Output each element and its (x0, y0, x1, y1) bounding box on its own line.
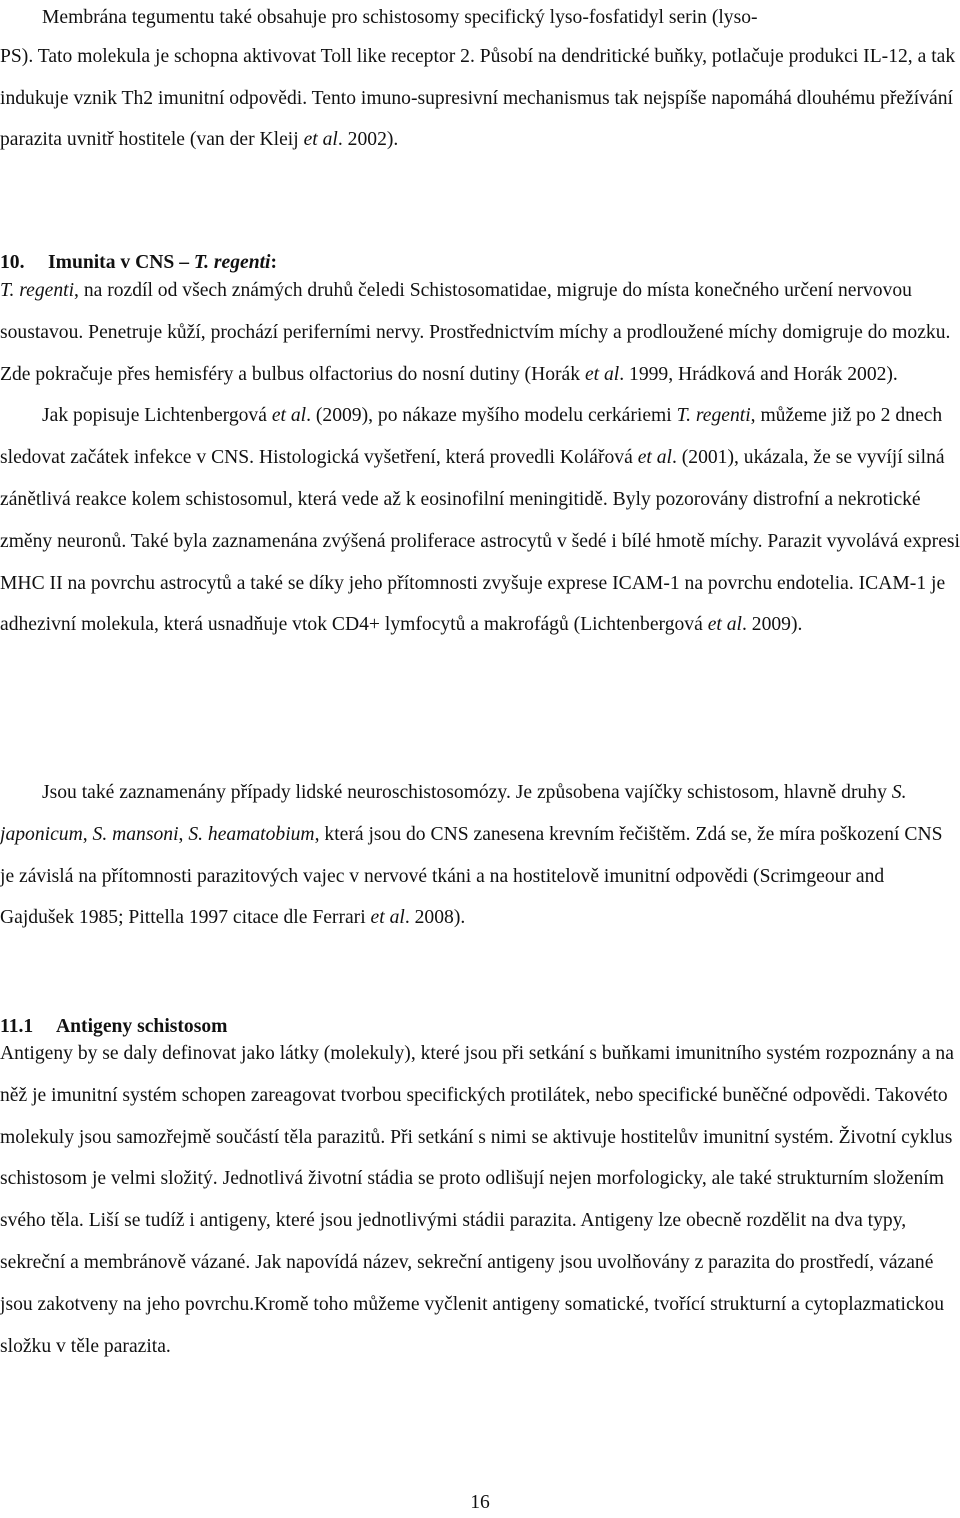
section-number: 11.1 (0, 1016, 34, 1037)
paragraph-rest: PS). Tato molekula je schopna aktivovat Toll like receptor 2. Působí na dendritické buňky, potlačuje produkci IL-12, a tak indukuje vznik Th2 imunitní odpovědi. Tento imuno-supresivní mechanismus tak nejspíše napomáhá dlouhému přežívání parazita uvnitř hostitele (van der Kleij et al. 2002). (0, 46, 956, 150)
paragraph-neuroschistosomiasis: Jsou také zaznamenány případy lidské neuroschistosomózy. Je způsobena vajíčky schistosom, hlavně druhy S. japonicum, S. mansoni, S. heamatobium, která jsou do CNS zanesena krevním řečištěm. Zdá se, že míra poškození CNS je závislá na přítomnosti parazitových vajec v nervové tkáni a na hostitelově imunitní odpovědi (Scrimgeour and Gajdušek 1985; Pittella 1997 citace dle Ferrari et al. 2008). (0, 782, 943, 929)
citation-et-al: et al (271, 405, 307, 427)
citation-et-al: et al (584, 363, 620, 385)
section-species: T. regenti (193, 252, 271, 273)
species-name: S. heamatobium (188, 823, 315, 845)
species-name: T. regenti (0, 280, 75, 301)
section-heading-10: 10. Imunita v CNS – T. regenti: (0, 248, 277, 278)
citation-et-al: et al (303, 129, 338, 150)
species-name: S. japonicum (0, 782, 907, 845)
paragraph-first-line: Membrána tegumentu také obsahuje pro schistosomy specifický lyso-fosfatidyl serin (lyso- (42, 7, 758, 28)
species-name: S. mansoni (92, 823, 179, 845)
paragraph-antigens: Antigeny by se daly definovat jako látky (molekuly), které jsou při setkání s buňkami imunitního systém rozpoznány a na něž je imunitní systém schopen zareagovat tvorbou specifických protilátek, nebo specifické buněčné odpovědi. Takovéto molekuly jsou samozřejmě součástí těla parazitů. Při setkání s nimi se aktivuje hostitelův imunitní systém. Životní cyklus schistosom je velmi složitý. Jednotlivá životní stádia se proto odlišují nejen morfologicky, ale také strukturním složením svého těla. Liší se tudíž i antigeny, které jsou jednotlivými stádii parazita. Antigeny lze obecně rozdělit na dva typy, sekreční a membránově vázané. Jak napovídá název, sekreční antigeny jsou uvolňovány z parazita do prostředí, vázané jsou zakotveny na jeho povrchu.Kromě toho můžeme vyčlenit antigeny somatické, tvořící strukturní a cytoplazmatickou složku v těle parazita. (0, 1043, 954, 1357)
page-number: 16 (470, 1492, 490, 1513)
paragraph-membrane (0, 0, 960, 161)
species-name: T. regenti (676, 405, 751, 427)
section-number: 10. (0, 252, 25, 273)
citation-et-al: et al (637, 447, 672, 469)
paragraph-cns: T. regenti, na rozdíl od všech známých druhů čeledi Schistosomatidae, migruje do místa konečného určení nervovou soustavou. Penetruje kůží, prochází periferními nervy. Prostřednictvím míchy a prodloužené míchy domigruje do mozku. Zde pokračuje přes hemisféry a bulbus olfactorius do nosní dutiny (Horák et al. 1999, Hrádková and Horák 2002). Jak popisuje Lichtenbergová et al. (2009), po nákaze myšího modelu cerkáriemi T. regenti, můžeme již po 2 dnech sledovat začátek infekce v CNS. Histologická vyšetření, která provedli Kolářová et al. (2001), ukázala, že se vyvíjí silná zánětlivá reakce kolem schistosomul, která vede až k eosinofilní meningitidě. Byly pozorovány distrofní a nekrotické změny neuronů. Také byla zaznamenána zvýšená proliferace astrocytů v šedé i bílé hmotě míchy. Parazit vyvolává expresi MHC II na povrchu astrocytů a také se díky jeho přítomnosti zvyšuje exprese ICAM-1 na povrchu endotelia. ICAM-1 je adhezivní molekula, která usnadňuje vtok CD4+ lymfocytů a makrofágů (Lichtenbergová et al. 2009). (0, 280, 960, 636)
citation-et-al: et al (370, 907, 405, 929)
citation-et-al: et al (707, 614, 742, 636)
section-title: Imunita v CNS – (48, 252, 194, 273)
section-title: Antigeny schistosom (56, 1016, 228, 1037)
